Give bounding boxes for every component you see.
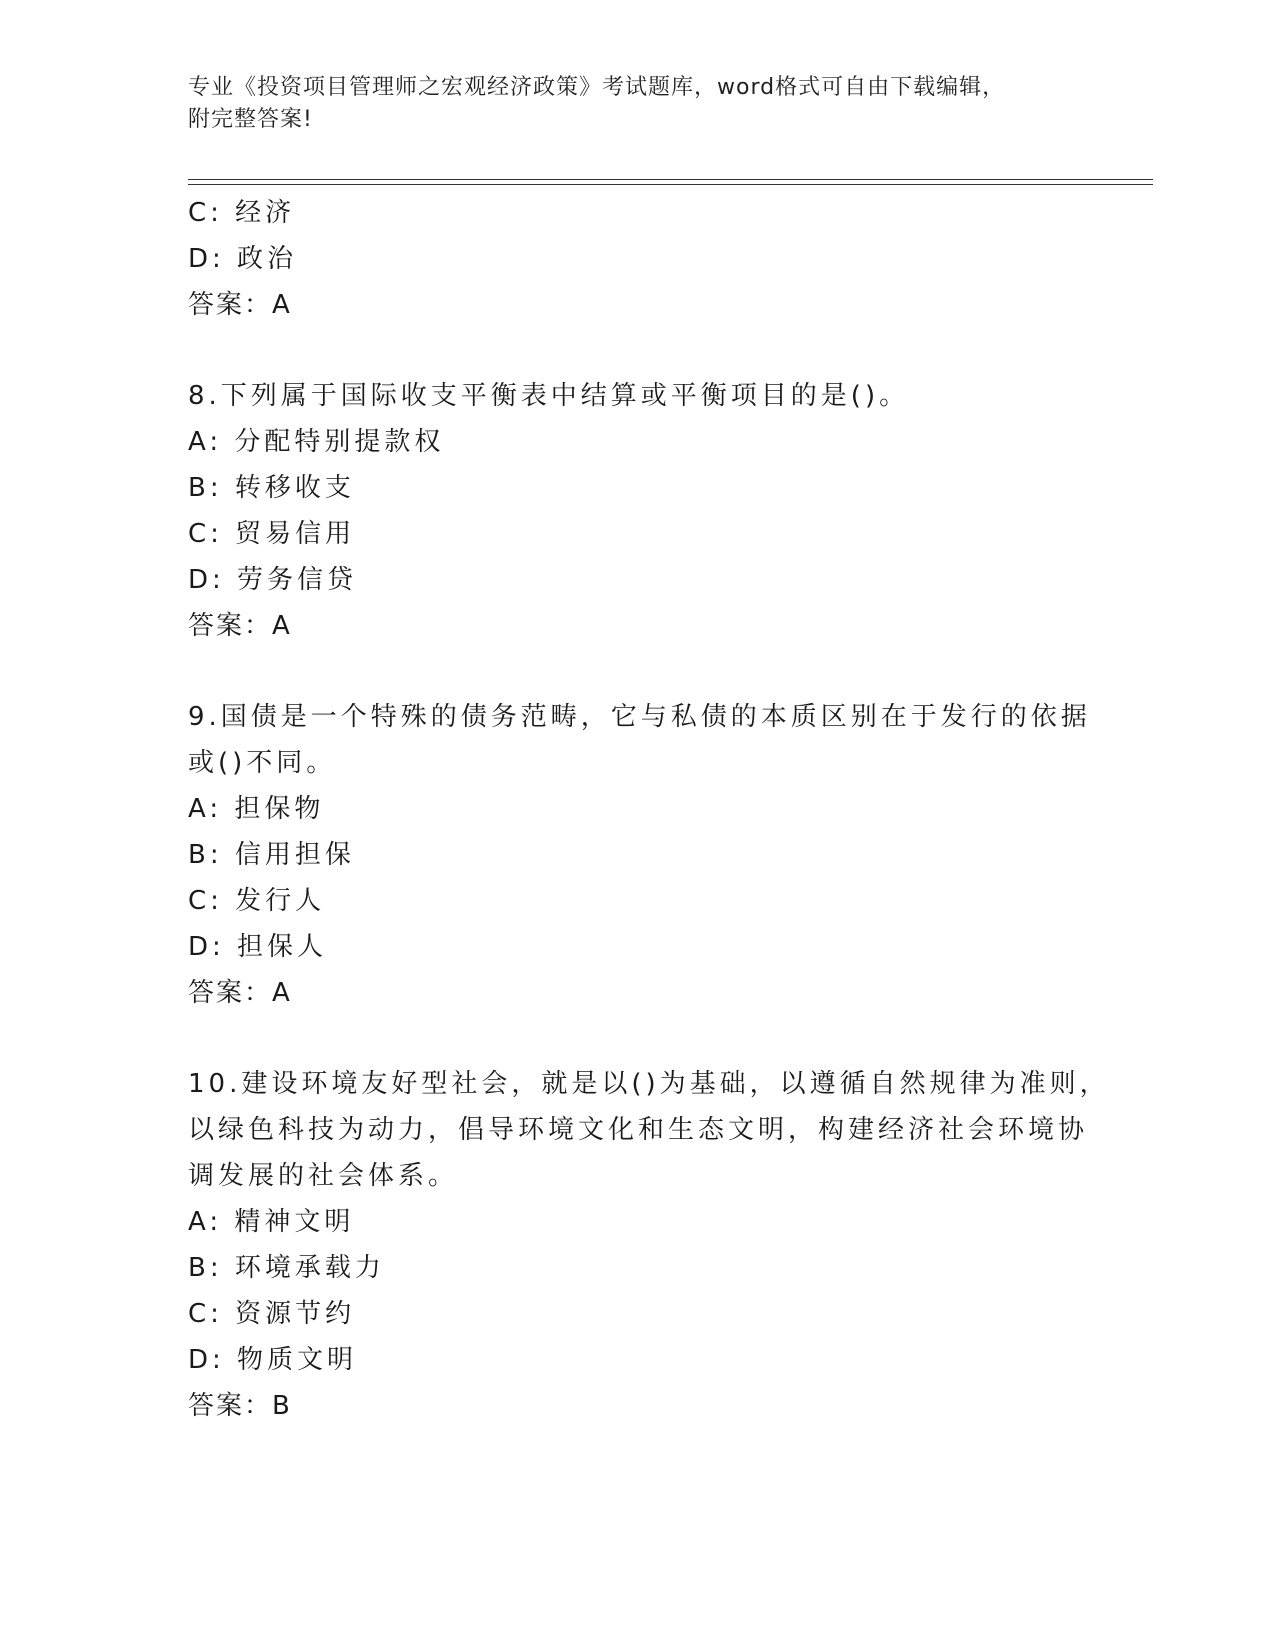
option-d: D: 物质文明 bbox=[188, 1345, 358, 1375]
question-stem: 9.国债是一个特殊的债务范畴，它与私债的本质区别在于发行的依据 bbox=[188, 702, 1091, 732]
question-9 bbox=[188, 694, 1091, 1016]
answer-line: 答案：B bbox=[188, 1391, 292, 1421]
document-header bbox=[188, 72, 1068, 136]
option-c: C: 经济 bbox=[188, 198, 296, 228]
header-line-2: 附完整答案! bbox=[188, 107, 313, 132]
header-double-rule bbox=[188, 179, 1153, 185]
question-stem-continued: 以绿色科技为动力，倡导环境文化和生态文明，构建经济社会环境协 bbox=[188, 1115, 1089, 1145]
option-c: C: 发行人 bbox=[188, 886, 326, 916]
question-stem: 10.建设环境友好型社会，就是以()为基础，以遵循自然规律为准则， bbox=[188, 1069, 1110, 1099]
header-line-1: 专业《投资项目管理师之宏观经济政策》考试题库，word格式可自由下载编辑， bbox=[188, 75, 1006, 100]
question-stem-continued: 调发展的社会体系。 bbox=[188, 1161, 459, 1191]
option-b: B: 转移收支 bbox=[188, 473, 355, 503]
question-stem-continued: 或()不同。 bbox=[188, 748, 337, 778]
question-10 bbox=[188, 1061, 1110, 1429]
question-8 bbox=[188, 373, 1088, 649]
option-d: D: 劳务信贷 bbox=[188, 565, 358, 595]
question-stem: 8.下列属于国际收支平衡表中结算或平衡项目的是()。 bbox=[188, 381, 910, 411]
option-a: A: 精神文明 bbox=[188, 1207, 355, 1237]
option-b: B: 信用担保 bbox=[188, 840, 355, 870]
answer-line: 答案：A bbox=[188, 978, 292, 1008]
answer-line: 答案：A bbox=[188, 290, 292, 320]
answer-line: 答案：A bbox=[188, 611, 292, 641]
option-d: D: 担保人 bbox=[188, 932, 328, 962]
previous-question-tail bbox=[188, 190, 1088, 328]
option-d: D: 政治 bbox=[188, 244, 298, 274]
option-b: B: 环境承载力 bbox=[188, 1253, 385, 1283]
option-a: A: 分配特别提款权 bbox=[188, 427, 445, 457]
option-c: C: 贸易信用 bbox=[188, 519, 356, 549]
option-c: C: 资源节约 bbox=[188, 1299, 356, 1329]
question-list bbox=[188, 190, 1110, 1429]
option-a: A: 担保物 bbox=[188, 794, 325, 824]
